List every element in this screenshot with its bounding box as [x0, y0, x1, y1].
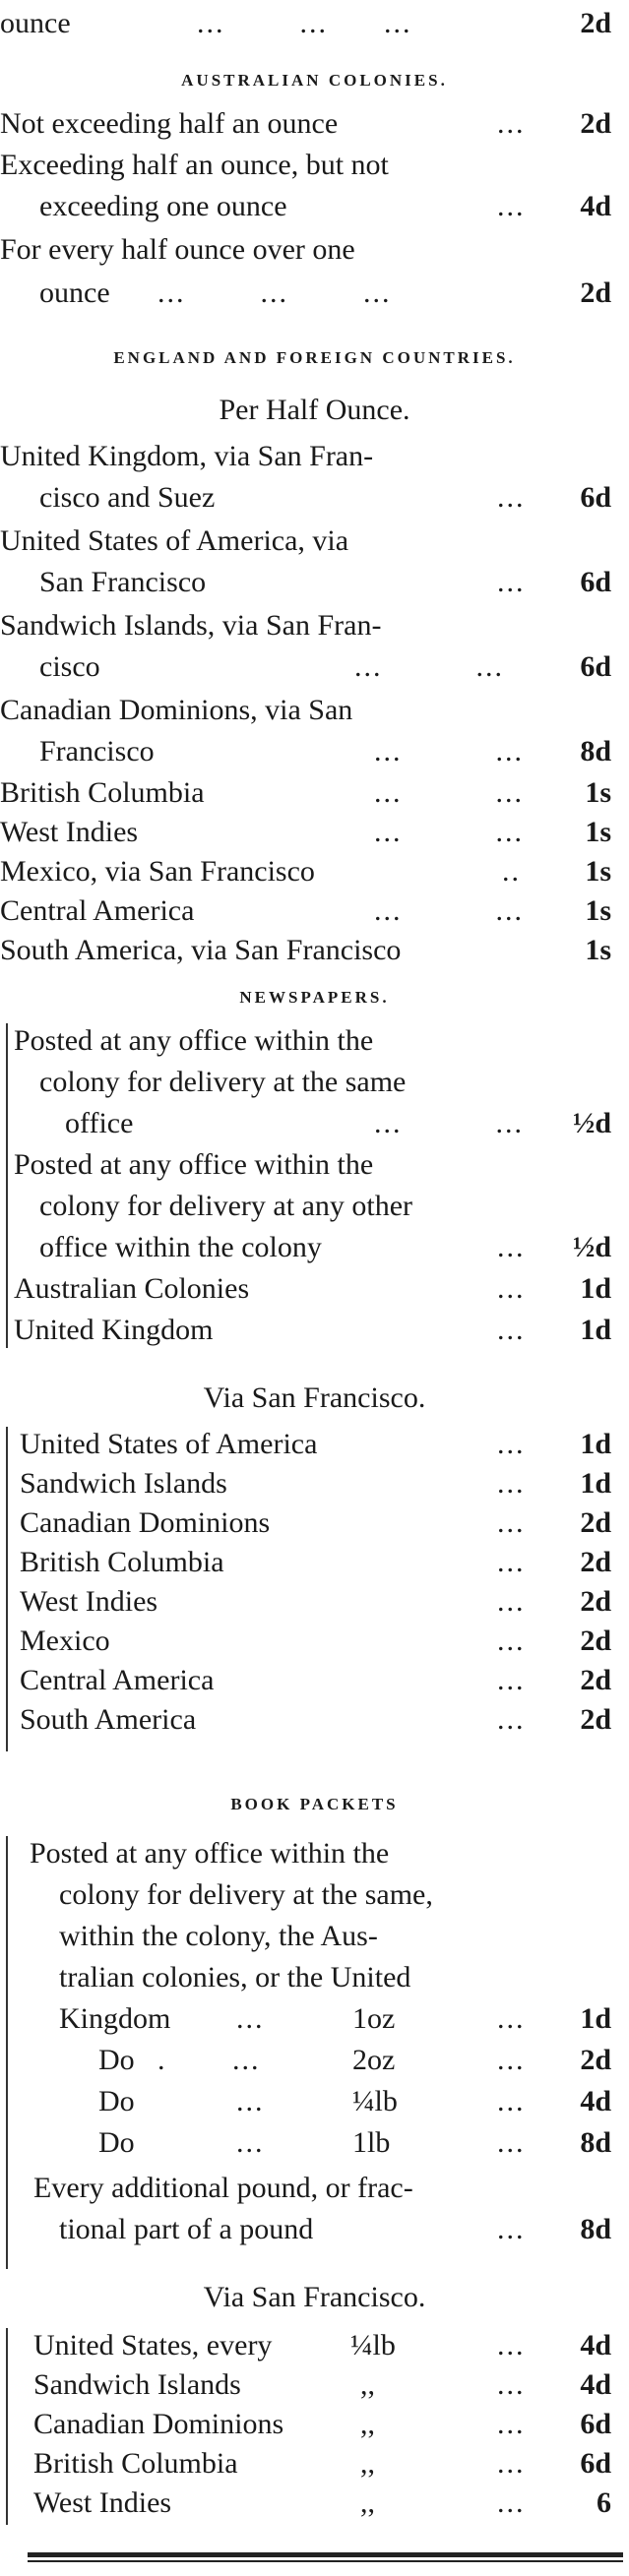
leader-dots: ... ...	[374, 1107, 524, 1139]
row-rate: 1d	[580, 1314, 611, 1346]
row-label: colony for delivery at the same	[39, 1066, 407, 1098]
row-label: Sandwich Islands, via San Fran-	[0, 609, 382, 642]
row-rate: 4d	[580, 2085, 611, 2117]
row-label: For every half ounce over one	[0, 233, 355, 266]
weight-value: 2oz	[352, 2044, 396, 2076]
leader-dots: ..	[502, 855, 521, 888]
row-label: Posted at any office within the	[14, 1024, 374, 1057]
row-label: Exceeding half an ounce, but not	[0, 149, 389, 181]
weight-value: 1lb	[352, 2126, 391, 2159]
bottom-rule	[28, 2552, 623, 2557]
row-rate: 2d	[580, 2044, 611, 2076]
row-rate: 1s	[585, 894, 611, 927]
leader-dots: ...	[497, 1428, 526, 1460]
subheading-per-half-ounce: Per Half Ounce.	[219, 394, 410, 426]
row-rate: 2d	[580, 1506, 611, 1539]
row-label: West Indies	[20, 1585, 158, 1618]
column-rule	[6, 1023, 8, 1348]
leader-dots: ...	[497, 107, 526, 140]
row-rate: 1d	[580, 1272, 611, 1305]
weight-value: ¼lb	[350, 2329, 396, 2361]
row-label: Posted at any office within the	[30, 1837, 390, 1870]
row-label: United Kingdom	[14, 1314, 214, 1346]
row-label: tralian colonies, or the United	[59, 1961, 411, 1993]
row-label: cisco	[39, 650, 100, 683]
row-rate: 6	[597, 2486, 611, 2519]
column-rule	[6, 1836, 8, 2269]
leader-dots: ...	[497, 1467, 526, 1500]
row-rate: 1d	[580, 1467, 611, 1500]
leader-dots: ...	[497, 1546, 526, 1578]
row-label: South America	[20, 1703, 197, 1736]
row-label: Canadian Dominions	[20, 1506, 271, 1539]
leader-dots: ...	[497, 1506, 526, 1539]
row-label: British Columbia	[0, 776, 205, 809]
row-label: British Columbia	[20, 1546, 224, 1578]
leader-dots: ... ... ...	[157, 276, 392, 309]
row-label: Mexico	[20, 1625, 110, 1657]
row-label: office	[65, 1107, 134, 1139]
leader-dots: ...	[236, 2085, 265, 2117]
weight-value: 1oz	[352, 2002, 396, 2035]
leader-dots: ...	[497, 2408, 526, 2440]
row-rate: 4d	[580, 190, 611, 222]
leader-dots: ...	[497, 1703, 526, 1736]
row-label: Sandwich Islands	[20, 1467, 227, 1500]
row-rate: 2d	[580, 1585, 611, 1618]
column-rule	[6, 2328, 8, 2525]
row-label: within the colony, the Aus-	[59, 1920, 378, 1952]
leader-dots: ...	[497, 190, 526, 222]
row-label: Canadian Dominions	[33, 2408, 284, 2440]
row-label: Kingdom	[59, 2002, 171, 2035]
section-heading-book-packets: BOOK PACKETS	[230, 1795, 399, 1813]
leader-dots: ... ...	[354, 650, 504, 683]
row-label: office within the colony	[39, 1231, 322, 1263]
row-rate: 6d	[580, 650, 611, 683]
leader-dots: ...	[497, 2002, 526, 2035]
ditto-mark: ,,	[360, 2486, 375, 2519]
leader-dots: . ...	[157, 2044, 261, 2076]
ditto-mark: ,,	[360, 2408, 375, 2440]
row-rate: 2d	[580, 7, 611, 39]
column-rule	[6, 1427, 8, 1751]
row-label: ounce	[0, 7, 71, 39]
row-rate: 8d	[580, 735, 611, 767]
leader-dots: ...	[497, 2368, 526, 2401]
row-rate: 2d	[580, 1703, 611, 1736]
row-rate: 1d	[580, 2002, 611, 2035]
row-rate: 1s	[585, 776, 611, 809]
row-label: Do	[98, 2126, 135, 2159]
row-rate: 4d	[580, 2368, 611, 2401]
row-rate: 2d	[580, 1625, 611, 1657]
row-label: Do	[98, 2044, 135, 2076]
leader-dots: ...	[497, 1272, 526, 1305]
leader-dots: ... ...	[374, 735, 524, 767]
leader-dots: ... ...	[374, 776, 524, 809]
leader-dots: ... ...	[374, 894, 524, 927]
leader-dots: ...	[497, 2486, 526, 2519]
row-label: Sandwich Islands	[33, 2368, 241, 2401]
leader-dots: ...	[497, 2213, 526, 2245]
leader-dots: ...	[497, 1231, 526, 1263]
leader-dots: ...	[497, 2044, 526, 2076]
leader-dots: ...	[497, 2085, 526, 2117]
row-rate: 2d	[580, 1664, 611, 1696]
row-label: ounce	[39, 276, 110, 309]
row-rate: 6d	[580, 481, 611, 514]
row-label: West Indies	[0, 816, 139, 848]
row-label: colony for delivery at the same,	[59, 1878, 433, 1911]
bottom-rule-thin	[28, 2560, 623, 2562]
row-label: San Francisco	[39, 566, 207, 598]
row-label: cisco and Suez	[39, 481, 216, 514]
leader-dots: ...	[236, 2002, 265, 2035]
row-rate: 2d	[580, 107, 611, 140]
row-rate: 2d	[580, 276, 611, 309]
leader-dots: ...	[497, 2329, 526, 2361]
row-rate: 8d	[580, 2213, 611, 2245]
leader-dots: ...	[497, 481, 526, 514]
ditto-mark: ,,	[360, 2447, 375, 2480]
leader-dots: ...	[497, 1625, 526, 1657]
row-rate: 1s	[585, 934, 611, 966]
row-rate: 1s	[585, 855, 611, 888]
row-label: British Columbia	[33, 2447, 238, 2480]
leader-dots: ...	[497, 1314, 526, 1346]
row-rate: ½d	[572, 1107, 611, 1139]
row-label: Posted at any office within the	[14, 1148, 374, 1181]
row-rate: 8d	[580, 2126, 611, 2159]
row-label: South America, via San Francisco	[0, 934, 402, 966]
leader-dots: ... ...	[374, 816, 524, 848]
row-label: Central America	[20, 1664, 215, 1696]
ditto-mark: ,,	[360, 2368, 375, 2401]
subheading-via-san-francisco: Via San Francisco.	[203, 1381, 426, 1414]
section-heading-england: ENGLAND AND FOREIGN COUNTRIES.	[113, 348, 516, 367]
row-label: tional part of a pound	[59, 2213, 314, 2245]
row-rate: ½d	[572, 1231, 611, 1263]
row-label: Canadian Dominions, via San	[0, 694, 353, 726]
row-rate: 1d	[580, 1428, 611, 1460]
row-label: exceeding one ounce	[39, 190, 287, 222]
leader-dots: ...	[497, 2126, 526, 2159]
row-label: Do	[98, 2085, 135, 2117]
row-label: colony for delivery at any other	[39, 1190, 413, 1222]
row-label: Australian Colonies	[14, 1272, 250, 1305]
leader-dots: ...	[236, 2126, 265, 2159]
leader-dots: ...	[497, 1585, 526, 1618]
row-label: United States of America, via	[0, 524, 349, 557]
row-rate: 2d	[580, 1546, 611, 1578]
subheading-via-san-francisco: Via San Francisco.	[203, 2281, 426, 2313]
row-rate: 6d	[580, 566, 611, 598]
row-label: United States of America	[20, 1428, 318, 1460]
leader-dots: ...	[497, 1664, 526, 1696]
row-label: West Indies	[33, 2486, 172, 2519]
row-rate: 1s	[585, 816, 611, 848]
row-label: Francisco	[39, 735, 155, 767]
row-label: United Kingdom, via San Fran-	[0, 440, 374, 472]
section-heading-newspapers: NEWSPAPERS.	[239, 988, 390, 1007]
row-label: United States, every	[33, 2329, 273, 2361]
row-label: Not exceeding half an ounce	[0, 107, 339, 140]
leader-dots: ...	[497, 566, 526, 598]
row-rate: 6d	[580, 2447, 611, 2480]
row-label: Central America	[0, 894, 195, 927]
row-label: Mexico, via San Francisco	[0, 855, 315, 888]
weight-value: ¼lb	[352, 2085, 398, 2117]
leader-dots: ...	[497, 2447, 526, 2480]
row-label: Every additional pound, or frac-	[33, 2172, 413, 2204]
section-heading-australian: AUSTRALIAN COLONIES.	[181, 71, 448, 90]
leader-dots: ... ... ...	[197, 7, 412, 39]
row-rate: 4d	[580, 2329, 611, 2361]
row-rate: 6d	[580, 2408, 611, 2440]
